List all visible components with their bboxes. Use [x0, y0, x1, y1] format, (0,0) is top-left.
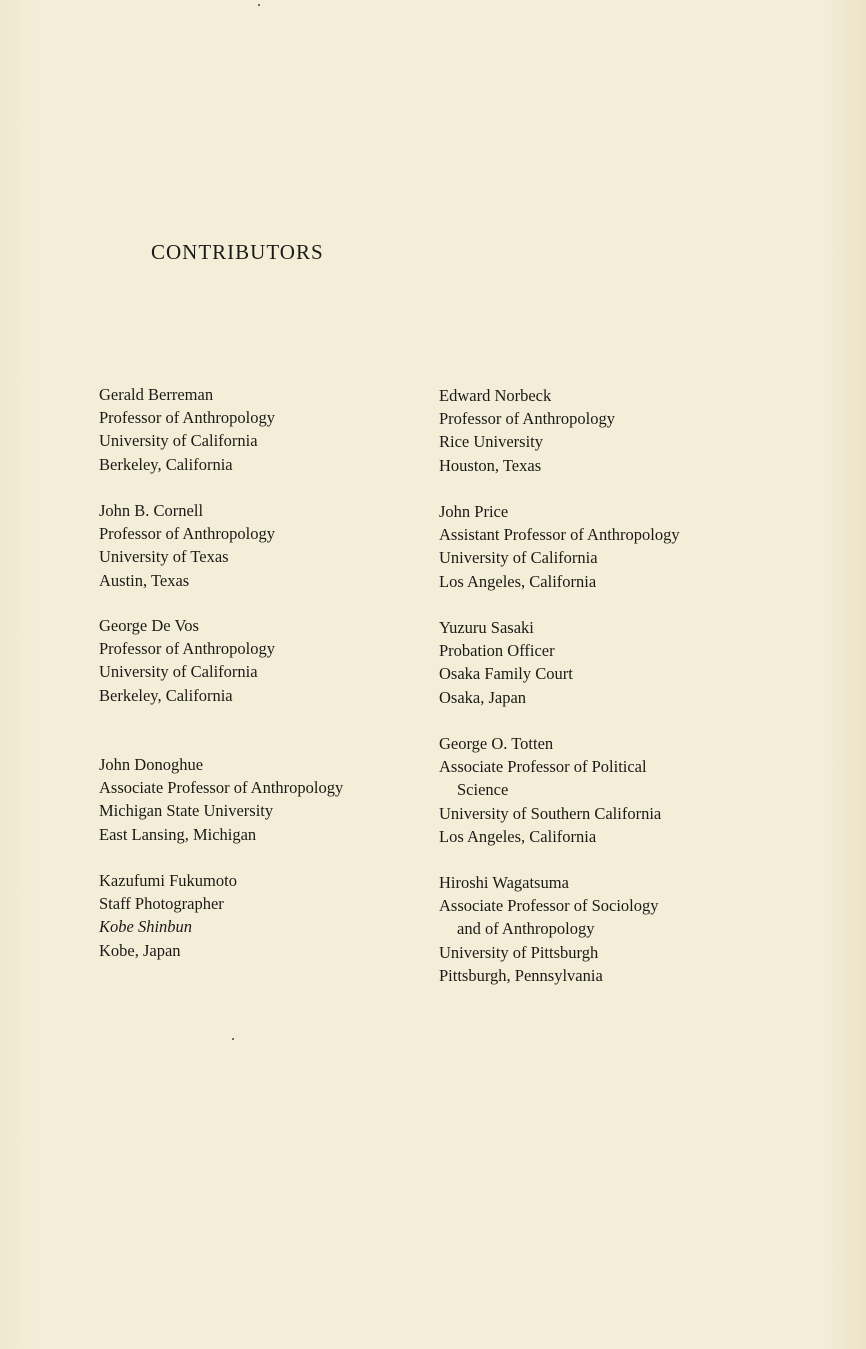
contributor-institution: University of Pittsburgh — [439, 942, 599, 962]
contributor-location: Berkeley, California — [99, 454, 233, 474]
contributor-name: John Donoghue — [99, 755, 204, 774]
contributor-name: John Price — [439, 502, 509, 521]
contributor-employer: Kobe Shinbun — [99, 917, 193, 937]
contributor-location: Los Angeles, California — [439, 571, 597, 591]
contributor-title: Professor of Anthropology — [99, 524, 275, 544]
contributor-location: Houston, Texas — [439, 455, 542, 475]
contributor-title: Professor of Anthropology — [99, 639, 275, 659]
page-title: CONTRIBUTORS — [151, 240, 324, 264]
contributor-institution: University of Texas — [99, 547, 229, 567]
contributor-title: Assistant Professor of Anthropology — [439, 525, 680, 545]
contributor-title: Probation Officer — [439, 641, 555, 661]
contributor-name: Kazufumi Fukumoto — [99, 871, 237, 890]
contributor-institution: University of Southern California — [439, 803, 662, 823]
contributor-location: Kobe, Japan — [99, 940, 181, 960]
contributor-institution: University of California — [439, 548, 598, 568]
contributor-location: Berkeley, California — [99, 685, 233, 705]
contributor-institution: University of California — [99, 431, 258, 451]
contributor-title: Associate Professor of Sociology — [439, 896, 659, 916]
contributor-title-continued: Science — [457, 780, 509, 800]
contributor-entry — [99, 753, 343, 846]
contributor-title: Associate Professor of Anthropology — [99, 778, 344, 798]
contributor-entry — [439, 384, 615, 477]
contributor-institution: Michigan State University — [99, 801, 274, 821]
contributor-name: Yuzuru Sasaki — [439, 618, 534, 637]
contributor-title: Associate Professor of Political — [439, 757, 647, 777]
contributor-entry — [99, 383, 275, 476]
contributor-entry — [99, 869, 237, 962]
contributor-entry — [439, 500, 680, 593]
paper-speck — [258, 4, 260, 6]
contributor-title: Professor of Anthropology — [99, 408, 275, 428]
contributor-location: Osaka, Japan — [439, 687, 527, 707]
contributor-title: Professor of Anthropology — [439, 409, 615, 429]
contributor-institution: University of California — [99, 662, 258, 682]
contributor-entry — [439, 871, 659, 987]
contributor-name: George O. Totten — [439, 734, 554, 753]
contributor-title-continued: and of Anthropology — [457, 919, 595, 939]
contributor-name: Edward Norbeck — [439, 386, 552, 405]
contributor-name: Gerald Berreman — [99, 385, 214, 404]
contributor-entry — [99, 614, 275, 707]
contributor-entry — [99, 499, 275, 592]
paper-speck — [232, 1038, 234, 1040]
contributor-location: Los Angeles, California — [439, 826, 597, 846]
contributor-location: Austin, Texas — [99, 570, 190, 590]
contributor-entry — [439, 616, 573, 709]
contributor-location: East Lansing, Michigan — [99, 824, 257, 844]
contributor-entry — [439, 732, 661, 848]
contributor-name: John B. Cornell — [99, 501, 204, 520]
contributor-institution: Rice University — [439, 432, 544, 452]
contributor-name: Hiroshi Wagatsuma — [439, 873, 569, 892]
contributor-name: George De Vos — [99, 616, 199, 635]
contributor-location: Pittsburgh, Pennsylvania — [439, 965, 603, 985]
contributor-title: Staff Photographer — [99, 894, 224, 914]
contributor-institution: Osaka Family Court — [439, 664, 573, 684]
